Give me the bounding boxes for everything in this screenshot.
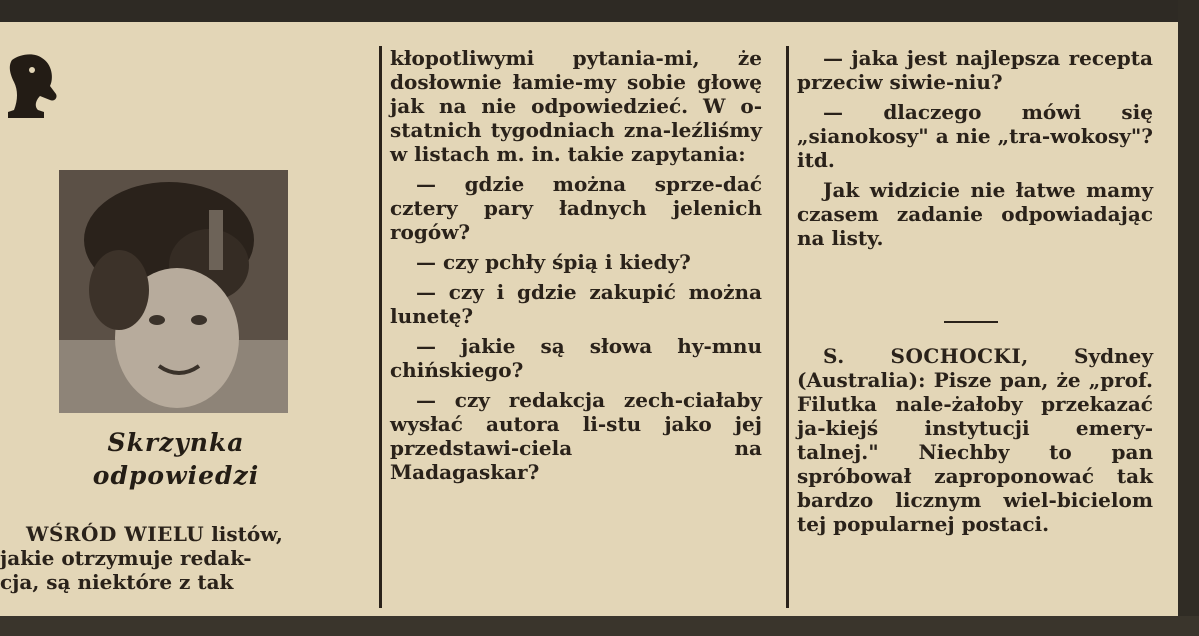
col2-question-2: — czy pchły śpią i kiedy? [416,250,691,274]
col3-question-1: — jaka jest najlepsza recepta przeciw siwie-niu? [797,46,1153,94]
scan-edge-bottom [0,616,1199,636]
column-2-text [390,46,762,490]
portrait-image [59,170,288,413]
col2-question-4: — jakie są słowa hy-mnu chińskiego? [390,334,762,382]
reply-text: Sydney (Australia): Pisze pan, że „prof. Filutka nale-żałoby przekazać ja-kiejś instytucji emery-talnej." Niechby to pan spróbował zaproponować tak bardzo licznym wiel-bicielom tej popularnej postaci. [797,344,1153,536]
portrait-photo [59,170,288,413]
col2-question-1: — gdzie można sprze-dać cztery pary ładnych jelenich rogów? [390,172,762,244]
reply-name: S. SOCHOCKI, [823,344,1029,368]
column-3-reply [797,344,1153,542]
chess-knight-icon [2,52,62,122]
section-separator [944,321,998,323]
column-1-line-2: jakie otrzymuje redak- [0,546,252,570]
column-1-text [0,522,352,594]
section-title-line1: Skrzynka [107,428,245,457]
column-1-line-1 [0,522,352,546]
scan-edge-top [0,0,1199,22]
section-title [56,426,296,492]
reply-paragraph [797,344,1153,536]
col2-paragraph-1: kłopotliwymi pytania-mi, że dosłownie łamie-my sobie głowę jak na nie odpowiedzieć. W o-statnich tygodniach zna-leźliśmy w listach m. in. takie zapytania: [390,46,762,166]
lead-caps: WŚRÓD WIELU [26,522,205,546]
col2-question-3: — czy i gdzie zakupić można lunetę? [390,280,762,328]
scan-edge-right [1178,0,1199,636]
section-title-line2: odpowiedzi [92,461,260,490]
column-1-line-3: cja, są niektóre z tak [0,570,234,594]
col2-question-5: — czy redakcja zech-ciałaby wysłać autora li-stu jako jej przedstawi-ciela na Madagaskar? [390,388,762,484]
column-rule-2 [786,46,789,608]
col3-paragraph-1: Jak widzicie nie łatwe mamy czasem zadanie odpowiadając na listy. [797,178,1153,250]
lead-rest: listów, [204,522,283,546]
column-rule-1 [379,46,382,608]
col3-question-2: — dlaczego mówi się „sianokosy" a nie „tra-wokosy"? itd. [797,100,1153,172]
column-3-text [797,46,1153,256]
